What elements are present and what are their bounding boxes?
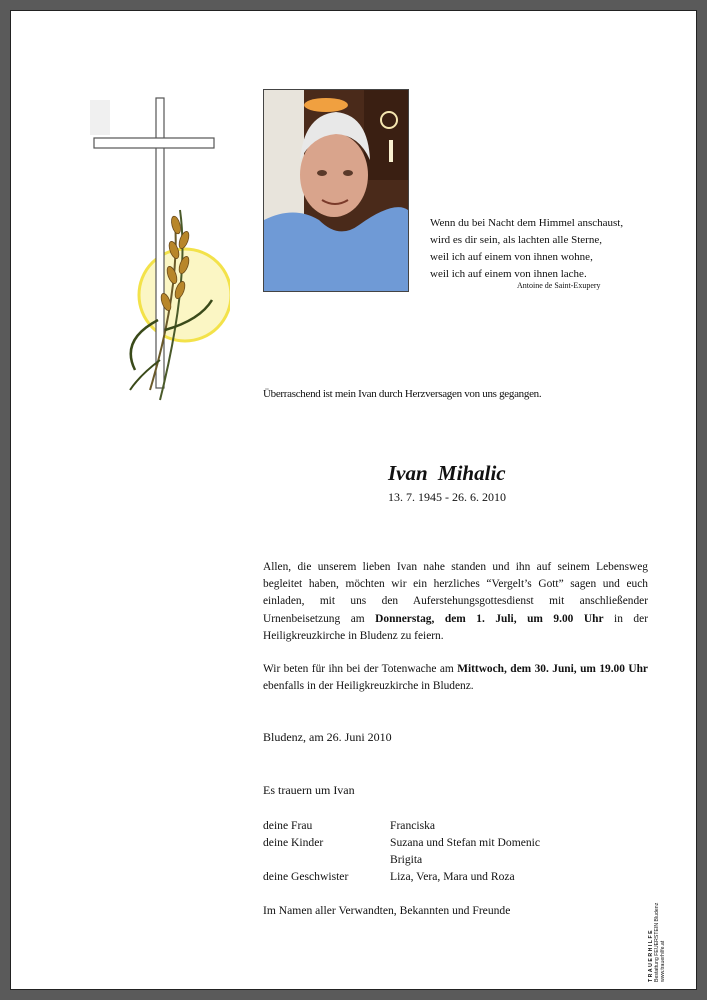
mourner-names: Suzana und Stefan mit Domenic: [390, 836, 541, 849]
quote-line: Wenn du bei Nacht dem Himmel anschaust,: [430, 217, 624, 229]
quote-author: Antoine de Saint-Exupery: [517, 281, 601, 290]
paragraph-text: in der Heiligkreuzkirche in Bludenz zu feiern.: [263, 612, 648, 642]
mourner-relation: deine Frau: [263, 819, 313, 832]
wake-datetime: Mittwoch, dem 30. Juni, um 19.00 Uhr: [457, 663, 648, 675]
mourner-names: Brigita: [390, 853, 423, 866]
quote-line: weil ich auf einem von ihnen wohne,: [430, 251, 593, 263]
deceased-name: Ivan Mihalic: [388, 461, 506, 485]
mourner-relation: deine Geschwister: [263, 870, 349, 883]
invitation-paragraph: [263, 559, 648, 645]
funeral-home-logo: [648, 872, 690, 982]
quote-line: weil ich auf einem von ihnen lache.: [430, 268, 587, 280]
mourner-relation: deine Kinder: [263, 836, 324, 849]
service-datetime: Donnerstag, dem 1. Juli, um 9.00 Uhr: [375, 612, 604, 625]
brand-name: TRAUERHILFE: [648, 928, 654, 982]
memorial-quote: [430, 215, 660, 290]
wake-paragraph: [263, 661, 648, 695]
closing-line: Im Namen aller Verwandten, Bekannten und Freunde: [263, 904, 511, 917]
life-dates: 13. 7. 1945 - 26. 6. 2010: [388, 490, 506, 504]
mourning-intro: Es trauern um Ivan: [263, 783, 355, 797]
paragraph-text: Wir beten für ihn bei der Totenwache am: [263, 663, 458, 675]
brand-website: www.trauerhilfe.at: [660, 940, 667, 982]
brand-subtitle: Bestattung FEUERSTEIN Bludenz: [654, 902, 661, 982]
paragraph-text: ebenfalls in der Heiligkreuzkirche in Bludenz.: [263, 680, 474, 693]
portrait-photo: [263, 89, 409, 292]
paragraph-text: Allen, die unserem lieben Ivan nahe standen und ihn auf seinem Lebensweg begleitet haben, möchten wir ein herzliches “Vergelt’s Gott” sagen und euch einladen, mit uns den Auferstehungsgottesdienst mit anschließender Urnenbeisetzung am: [263, 561, 648, 625]
mourner-names: Liza, Vera, Mara und Roza: [390, 870, 515, 883]
place-date: Bludenz, am 26. Juni 2010: [263, 730, 392, 744]
quote-line: wird es dir sein, als lachten alle Sterne,: [430, 234, 602, 246]
mourner-names: Franciska: [390, 819, 436, 832]
intro-text: Überraschend ist mein Ivan durch Herzversagen von uns gegangen.: [263, 388, 542, 400]
cross-wheat-illustration: [80, 90, 230, 410]
